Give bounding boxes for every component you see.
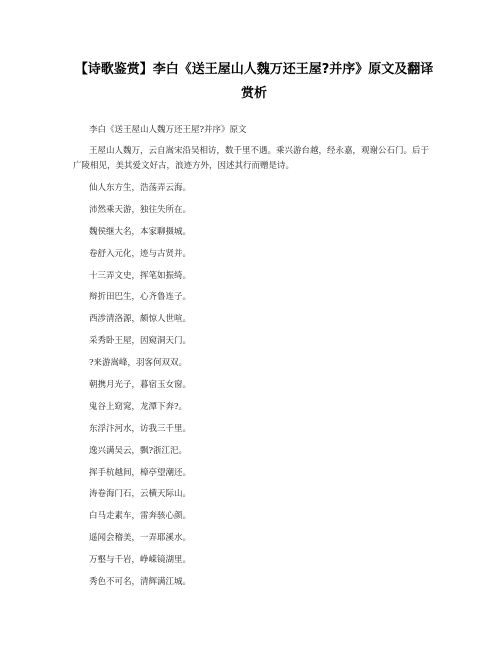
verse-line: 卷舒入元化，迹与古贤并。 — [89, 248, 192, 259]
verse-line: 秀色不可名，清辉满江城。 — [89, 577, 192, 588]
verse-line: ?来游嵩峰，羽客何双双。 — [89, 358, 188, 369]
poem-preface: 王屋山人魏万，云自嵩宋沿吴相访，数千里不遇。乘兴游台越，经永嘉，观谢公石门。后于广陵相见，美其爱文好古，浪迹方外，因述其行而赠是诗。 — [73, 146, 430, 171]
verse-line: 万壑与千岩，峥嵘镜湖里。 — [89, 555, 192, 566]
verse-line: 仙人东方生，浩荡弄云海。 — [89, 183, 192, 193]
verse-line: 白马走素车，雷奔骇心颜。 — [89, 511, 192, 522]
verse-line: 挥手杭越间，樟亭望潮还。 — [89, 467, 192, 478]
verse-line: 西涉清洛源，颇惊人世喧。 — [89, 314, 192, 325]
verse-line: 沛然乘天游，独往失所在。 — [89, 204, 192, 215]
verse-line: 朝携月光子，暮宿玉女窗。 — [89, 380, 192, 391]
verse-line: 十三弄文史，挥笔如振绮。 — [89, 270, 192, 281]
verse-line: 逸兴满吴云，飘?浙江汜。 — [89, 445, 188, 456]
verse-line: 遥闻会稽美，一弄耶溪水。 — [89, 533, 192, 544]
verse-list — [89, 182, 191, 598]
verse-line: 采秀卧王屋，因窥洞天门。 — [89, 336, 192, 347]
verse-line: 鬼谷上窈窕，龙潭下奔?。 — [89, 401, 188, 412]
verse-line: 东浮汴河水，访我三千里。 — [89, 423, 192, 434]
document-title: 【诗歌鉴赏】李白《送王屋山人魏万还王屋?并序》原文及翻译赏析 — [74, 62, 434, 101]
verse-line: 魏侯继大名，本家聊摄城。 — [89, 226, 192, 237]
poem-subtitle: 李白《送王屋山人魏万还王屋?并序》原文 — [89, 125, 247, 135]
verse-line: 辩折田巴生，心齐鲁连子。 — [89, 292, 192, 303]
verse-line: 涛卷海门石，云横天际山。 — [89, 489, 192, 500]
